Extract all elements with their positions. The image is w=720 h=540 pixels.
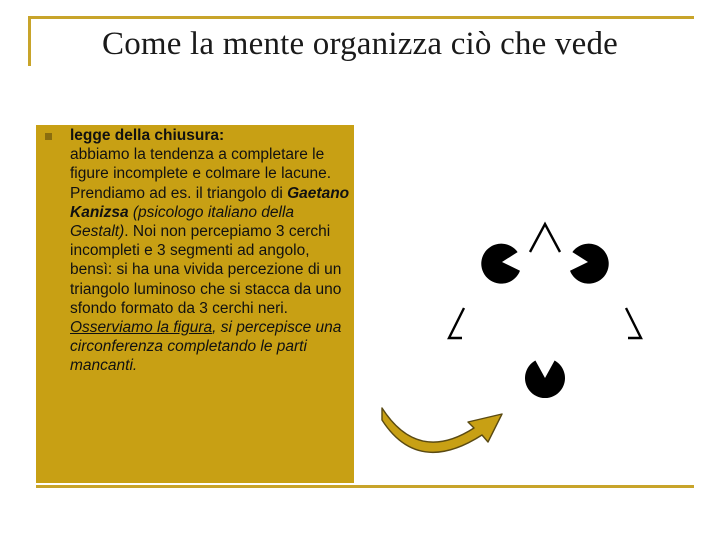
body-heading: legge della chiusura: — [70, 127, 225, 144]
slide-title: Come la mente organizza ciò che vede — [101, 26, 619, 62]
frame-top-rule — [28, 16, 694, 19]
body-line-3-post: , si percepisce una circonferenza completando le parti mancanti. — [70, 319, 342, 375]
triangle-right-corner — [626, 308, 641, 338]
triangle-left-corner — [449, 308, 464, 338]
body-figure-link[interactable]: Osserviamo la figura — [70, 319, 213, 337]
body-line-2-post: . Noi non percepiamo 3 cerchi incompleti e 3 segmenti ad angolo, bensì: si ha una vivida percezione di un triangolo luminoso che si stacca da uno sfondo formato da 3 cerchi neri. — [70, 223, 342, 317]
bullet-icon — [45, 133, 52, 140]
body-line-2 — [70, 184, 352, 318]
pacman-bottom-icon — [525, 361, 565, 399]
body-line-3 — [70, 318, 352, 376]
bottom-rule — [36, 485, 694, 488]
pacman-right-icon — [570, 244, 609, 284]
curved-arrow-icon — [378, 402, 508, 462]
body-gestalt-note: (psicologo italiano della Gestalt) — [70, 203, 295, 241]
body-line-2-pre: Prendiamo ad es. il triangolo di — [70, 184, 288, 202]
kanizsa-triangle-figure — [440, 210, 650, 410]
pacman-left-icon — [481, 244, 520, 284]
body-line-1: abbiamo la tendenza a completare le figure incomplete e colmare le lacune. — [70, 146, 332, 183]
triangle-top-corner — [530, 224, 560, 252]
slide-body — [70, 126, 352, 376]
body-kanizsa-name: Gaetano Kanizsa — [70, 184, 350, 221]
